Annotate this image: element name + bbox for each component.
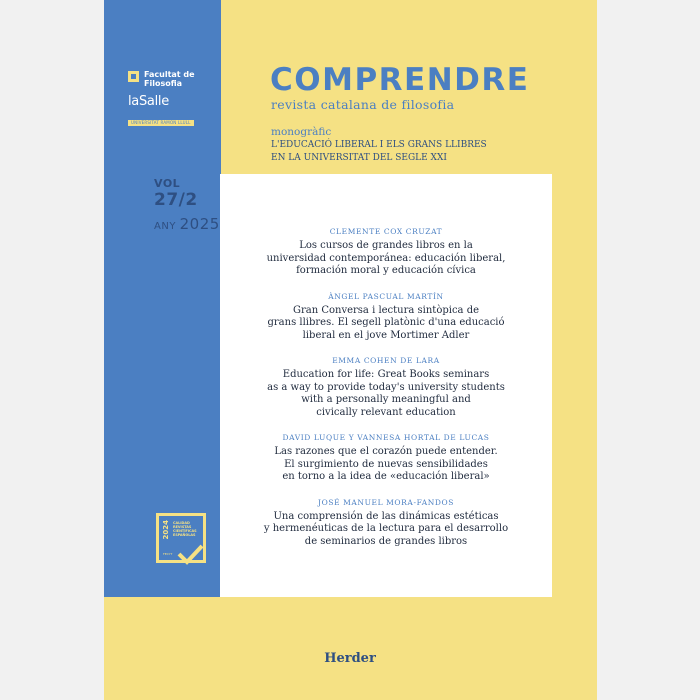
article-item (220, 432, 552, 484)
badge-year: 2024 (162, 520, 170, 540)
lasalle-brand: laSalle (128, 94, 169, 109)
article-author: EMMA COHEN DE LARA (332, 356, 440, 365)
article-title-line: universidad contemporánea: educación liberal, (266, 252, 506, 264)
article-title (220, 511, 552, 549)
article-title-line: civically relevant education (316, 406, 456, 418)
faculty-name-line1: Facultat de (144, 70, 195, 79)
article-author: ÀNGEL PASCUAL MARTÍN (328, 291, 444, 301)
monograph-label: monogràfic (271, 126, 332, 138)
year-number: 2025 (179, 215, 220, 233)
article-title-line: Las razones que el corazón puede entender. (274, 446, 498, 457)
faculty-name-line2: Filosofia (144, 79, 183, 88)
article-title (220, 305, 552, 343)
article-title-line: y hermenéuticas de la lectura para el desarrollo (263, 523, 509, 534)
article-title-line: Una comprensión de las dinámicas estéticas (273, 510, 499, 522)
article-title-line: Gran Conversa i lectura sintòpica de (292, 304, 480, 316)
article-title-line: El surgimiento de nuevas sensibilidades (284, 458, 488, 470)
article-title-line: Education for life: Great Books seminars (282, 369, 490, 380)
journal-subtitle: revista catalana de filosofia (271, 97, 455, 112)
university-label: UNIVERSITAT RAMON LLULL (128, 120, 194, 126)
contents-panel (220, 174, 552, 597)
article-title-line: de seminarios de grandes libros (304, 535, 468, 547)
article-author: DAVID LUQUE Y VANNESA HORTAL DE LUCAS (282, 433, 490, 442)
article-title-line: grans llibres. El segell platònic d'una educació (267, 317, 505, 328)
article-title-line: formación moral y educación cívica (296, 265, 476, 276)
article-list (220, 226, 552, 561)
year-label: ANY (154, 221, 176, 232)
badge-text: CALIDAD REVISTAS CIENTÍFICAS ESPAÑOLAS (173, 521, 197, 537)
publisher-name (0, 651, 700, 666)
article-title-line: with a personally meaningful and (301, 394, 471, 405)
article-author: CLEMENTE COX CRUZAT (329, 227, 443, 236)
journal-cover (104, 0, 597, 700)
article-item (220, 226, 552, 278)
article-author: JOSÉ MANUEL MORA-FANDOS (317, 497, 455, 507)
article-title (220, 446, 552, 484)
monograph-title-line1: L'EDUCACIÓ LIBERAL I ELS GRANS LLIBRES (271, 140, 487, 150)
article-item (220, 291, 552, 343)
volume-label: VOL (154, 177, 181, 190)
monograph-title-line2: EN LA UNIVERSITAT DEL SEGLE XXI (271, 153, 447, 163)
monograph-title (271, 139, 571, 165)
article-title-line: liberal en el jove Mortimer Adler (302, 329, 470, 341)
article-item (220, 497, 552, 549)
article-title-line: en torno a la idea de «educación liberal» (282, 471, 490, 482)
journal-title: COMPRENDRE (270, 62, 530, 98)
badge-sub: FECYT (163, 552, 173, 556)
article-title-line: as a way to provide today's university students (267, 381, 505, 393)
volume-number: 27/2 (154, 190, 198, 210)
article-title (220, 369, 552, 419)
publisher-label: Herder (324, 651, 376, 666)
article-item (220, 355, 552, 419)
article-title-line: Los cursos de grandes libros en la (299, 240, 473, 251)
article-title (220, 240, 552, 278)
